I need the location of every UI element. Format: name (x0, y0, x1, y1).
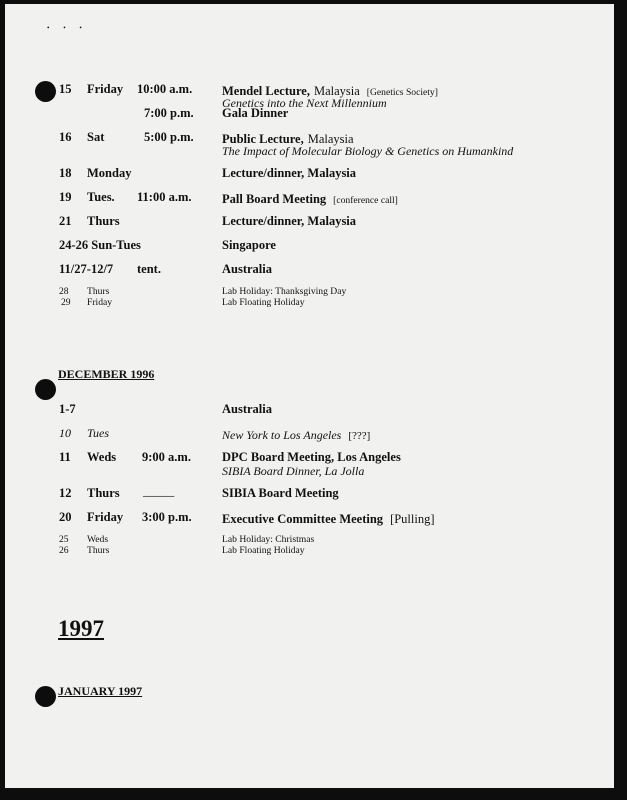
entry-weekday: Sat (87, 130, 105, 144)
entry-time: 11:00 a.m. (137, 190, 192, 204)
entry-weekday: Friday (87, 82, 124, 96)
entry-subtitle: Genetics into the Next Millennium (222, 96, 387, 110)
entry-note: [Genetics Society] (366, 87, 438, 98)
holiday-weekday: Friday (87, 297, 113, 308)
entry-note: [conference call] (333, 195, 398, 206)
entry-note: [???] (348, 430, 371, 442)
entry-time: 9:00 a.m. (142, 450, 191, 464)
entry-note: [Pulling] (390, 512, 435, 526)
entry-weekday: Weds (87, 450, 117, 464)
entry-day-weekday: 24-26 Sun-Tues (59, 238, 141, 252)
page-marks: • • • (47, 24, 88, 32)
entry-day: 11/27-12/7 (59, 262, 114, 276)
entry-weekday: Thurs (87, 486, 120, 500)
entry-time: 3:00 p.m. (142, 510, 192, 524)
entry-title: Mendel Lecture, (222, 84, 310, 98)
entry-day: 20 (59, 510, 72, 524)
entry-title: Lecture/dinner, Malaysia (222, 214, 357, 228)
holiday-weekday: Thurs (87, 545, 110, 556)
year-heading: 1997 (58, 616, 104, 641)
entry-day: 12 (59, 486, 72, 500)
entry-weekday: Friday (87, 510, 124, 524)
entry-weekday: tent. (137, 262, 161, 276)
holiday-text: Lab Holiday: Christmas (222, 534, 315, 545)
entry-title: SIBIA Board Meeting (222, 486, 339, 500)
binder-hole (35, 686, 56, 707)
holiday-weekday: Weds (87, 534, 109, 545)
entry-title: Australia (222, 402, 272, 416)
entry-time: 10:00 a.m. (137, 82, 193, 96)
entry-subtitle: The Impact of Molecular Biology & Genetics on Humankind (222, 144, 514, 158)
entry-subtitle: SIBIA Board Dinner, La Jolla (222, 464, 365, 478)
entry-title: Australia (222, 262, 272, 276)
entry-title: New York to Los Angeles (222, 428, 342, 442)
entry-weekday: Tues (87, 426, 110, 440)
entry-title: Pall Board Meeting (222, 192, 327, 206)
entry-day: 18 (59, 166, 72, 180)
entry-title-line (222, 510, 435, 528)
entry-title: Lecture/dinner, Malaysia (222, 166, 357, 180)
entry-day: 11 (59, 450, 71, 464)
holiday-day: 25 (59, 534, 69, 545)
entry-time: 7:00 p.m. (144, 106, 194, 120)
holiday-text: Lab Floating Holiday (222, 297, 305, 308)
binder-hole (35, 379, 56, 400)
entry-place: Malaysia (307, 132, 354, 146)
entry-place: Malaysia (313, 84, 360, 98)
entry-time-blank: _____ (143, 484, 175, 498)
binder-hole (35, 81, 56, 102)
entry-title: Singapore (222, 238, 276, 252)
holiday-text: Lab Holiday: Thanksgiving Day (222, 286, 347, 297)
entry-weekday: Thurs (87, 214, 120, 228)
holiday-day: 26 (59, 545, 69, 556)
holiday-text: Lab Floating Holiday (222, 545, 305, 556)
month-header-december: DECEMBER 1996 (58, 367, 155, 381)
entry-title-line (222, 190, 398, 208)
holiday-day: 29 (61, 297, 71, 308)
entry-weekday: Tues. (87, 190, 115, 204)
entry-day: 1-7 (59, 402, 76, 416)
document-page (5, 4, 614, 788)
entry-title: Public Lecture, (222, 132, 304, 146)
entry-title: DPC Board Meeting, Los Angeles (222, 450, 401, 464)
month-header-january: JANUARY 1997 (58, 684, 143, 698)
entry-time: 5:00 p.m. (144, 130, 194, 144)
entry-title: Executive Committee Meeting (222, 512, 384, 526)
holiday-weekday: Thurs (87, 286, 110, 297)
holiday-day: 28 (59, 286, 69, 297)
entry-weekday: Monday (87, 166, 132, 180)
entry-day: 10 (59, 426, 71, 440)
entry-title: Gala Dinner (222, 106, 289, 120)
entry-day: 16 (59, 130, 72, 144)
entry-day: 15 (59, 82, 72, 96)
entry-title-line (222, 426, 370, 444)
entry-day: 19 (59, 190, 72, 204)
entry-day: 21 (59, 214, 72, 228)
